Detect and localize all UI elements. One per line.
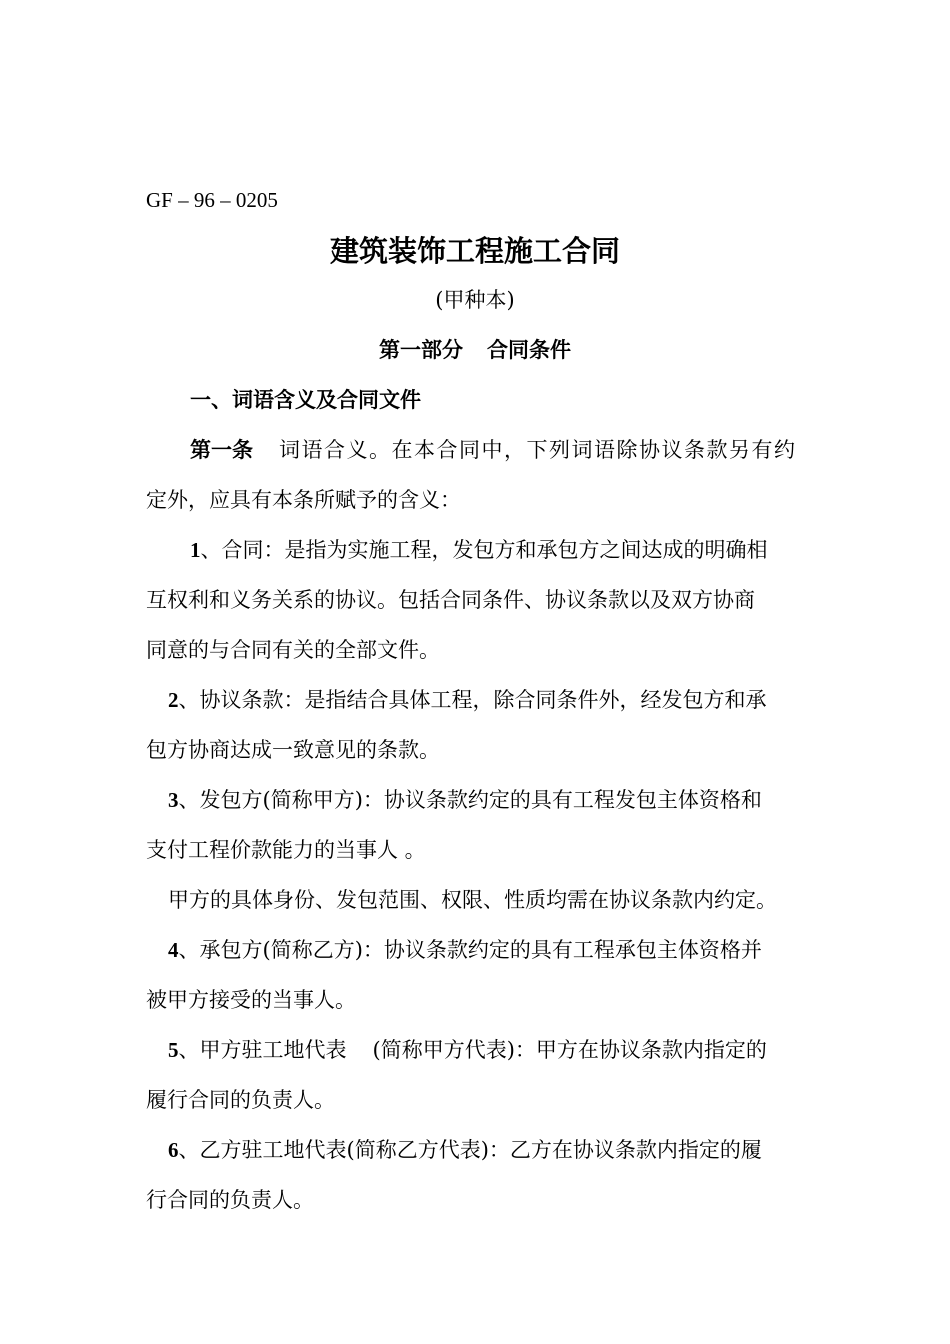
item-3-text: 、发包方(简称甲方)：协议条款约定的具有工程发包主体资格和 bbox=[178, 788, 762, 812]
item-5-number: 5 bbox=[168, 1038, 179, 1062]
item-2-line-1 bbox=[168, 686, 767, 714]
item-6-line-2: 行合同的负责人。 bbox=[146, 1188, 314, 1212]
item-1-text: 、合同：是指为实施工程，发包方和承包方之间达成的明确相 bbox=[200, 538, 768, 562]
item-5-line-2: 履行合同的负责人。 bbox=[146, 1088, 335, 1112]
part-heading bbox=[0, 336, 950, 364]
document-title: 建筑装饰工程施工合同 bbox=[329, 234, 620, 268]
item-5-line-1 bbox=[168, 1036, 767, 1064]
item-3-number: 3 bbox=[168, 788, 179, 812]
item-6-number: 6 bbox=[168, 1138, 179, 1162]
article-1-label: 第一条 bbox=[190, 438, 253, 462]
item-5-text-a: 、甲方驻工地代表 bbox=[178, 1038, 347, 1062]
item-3-line-1 bbox=[168, 786, 762, 814]
item-1-line-2: 互权利和义务关系的协议。包括合同条件、协议条款以及双方协商 bbox=[146, 588, 755, 612]
item-1-number: 1 bbox=[190, 538, 201, 562]
item-3-line-2: 支付工程价款能力的当事人 。 bbox=[146, 838, 426, 862]
part-title: 合同条件 bbox=[487, 338, 571, 362]
item-4-line-2: 被甲方接受的当事人。 bbox=[146, 988, 356, 1012]
item-6-text: 、乙方驻工地代表(简称乙方代表)：乙方在协议条款内指定的履 bbox=[178, 1138, 762, 1162]
item-1-line-3: 同意的与合同有关的全部文件。 bbox=[146, 638, 440, 662]
document-subtitle: (甲种本) bbox=[435, 288, 515, 312]
article-1-line-1 bbox=[190, 436, 797, 464]
part-number: 第一部分 bbox=[379, 338, 463, 362]
item-2-number: 2 bbox=[168, 688, 179, 712]
item-2-text: 、协议条款：是指结合具体工程，除合同条件外，经发包方和承 bbox=[178, 688, 767, 712]
item-1-line-1 bbox=[190, 536, 768, 564]
item-4-line-1 bbox=[168, 936, 762, 964]
item-3-line-3: 甲方的具体身份、发包范围、权限、性质均需在协议条款内约定。 bbox=[168, 888, 777, 912]
article-1-line-2: 定外，应具有本条所赋予的含义： bbox=[146, 488, 461, 512]
item-6-line-1 bbox=[168, 1136, 762, 1164]
document-code: GF – 96 – 0205 bbox=[146, 188, 278, 212]
item-4-text: 、承包方(简称乙方)：协议条款约定的具有工程承包主体资格并 bbox=[178, 938, 762, 962]
article-1-text: 词语合义。在本合同中，下列词语除协议条款另有约 bbox=[279, 438, 797, 462]
section-heading: 一、词语含义及合同文件 bbox=[190, 388, 421, 412]
item-4-number: 4 bbox=[168, 938, 179, 962]
item-2-line-2: 包方协商达成一致意见的条款。 bbox=[146, 738, 440, 762]
item-5-text-b: (简称甲方代表)：甲方在协议条款内指定的 bbox=[372, 1038, 767, 1062]
